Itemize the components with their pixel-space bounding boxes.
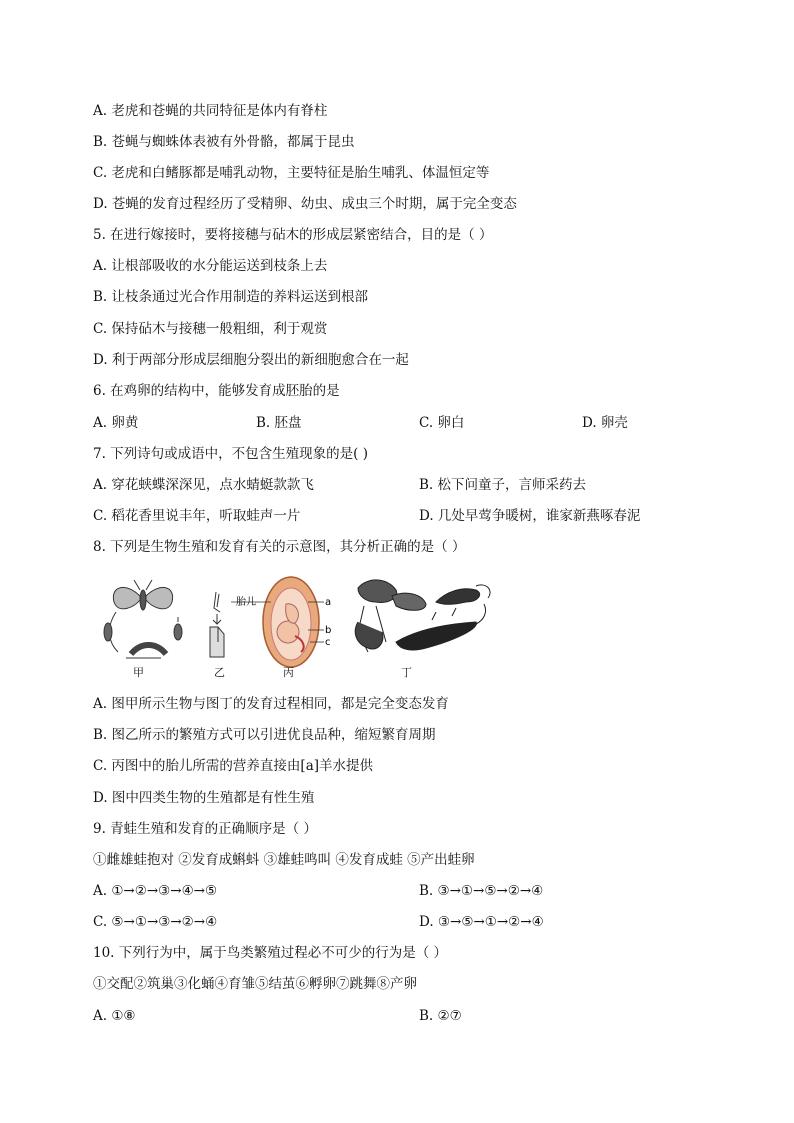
q8-figure [96, 572, 496, 684]
q9-option-b: B. ③→①→⑤→②→④ [419, 883, 544, 899]
q6-option-c: C. 卵白 [419, 415, 465, 431]
moth-lifecycle-illustration [104, 580, 182, 658]
q4-option-b: B. 苍蝇与蜘蛛体表被有外骨骼，都属于昆虫 [93, 134, 355, 150]
q6-option-a: A. 卵黄 [93, 415, 139, 431]
q7-option-d: D. 几处早莺争暖树，谁家新燕啄春泥 [419, 508, 641, 524]
q6-stem: 6. 在鸡卵的结构中，能够发育成胚胎的是 [93, 383, 340, 399]
q7-stem: 7. 下列诗句或成语中，不包含生殖现象的是( ) [93, 446, 368, 462]
caption-yi: 乙 [214, 666, 225, 679]
q5-option-a: A. 让根部吸收的水分能运送到枝条上去 [93, 258, 328, 274]
q9-stem: 9. 青蛙生殖和发育的正确顺序是（ ） [93, 821, 317, 837]
caption-ding: 丁 [401, 666, 412, 679]
q8-option-b: B. 图乙所示的繁殖方式可以引进优良品种，缩短繁育周期 [93, 727, 436, 743]
q4-option-d: D. 苍蝇的发育过程经历了受精卵、幼虫、成虫三个时期，属于完全变态 [93, 196, 517, 212]
q10-option-b: B. ②⑦ [419, 1008, 462, 1024]
label-a: a [325, 597, 332, 608]
q8-stem: 8. 下列是生物生殖和发育有关的示意图，其分析正确的是（ ） [93, 539, 466, 555]
q8-option-a: A. 图甲所示生物与图丁的发育过程相同，都是完全变态发育 [93, 696, 449, 712]
fetus-in-uterus-illustration [231, 577, 324, 667]
label-c: c [325, 637, 331, 648]
q5-option-d: D. 利于两部分形成层细胞分裂出的新细胞愈合在一起 [93, 352, 409, 368]
grafting-illustration [210, 592, 224, 657]
q8-option-c: C. 丙图中的胎儿所需的营养直接由[a]羊水提供 [93, 758, 374, 774]
q10-stem: 10. 下列行为中，属于鸟类繁殖过程必不可少的行为是（ ） [93, 945, 448, 961]
q9-option-d: D. ③→⑤→①→②→④ [419, 914, 544, 930]
q7-option-a: A. 穿花蛱蝶深深见，点水蜻蜓款款飞 [93, 477, 314, 493]
q5-option-c: C. 保持砧木与接穗一般粗细，利于观赏 [93, 321, 328, 337]
frog-lifecycle-illustration [355, 580, 490, 652]
q8-option-d: D. 图中四类生物的生殖都是有性生殖 [93, 790, 315, 806]
q10-items: ①交配②筑巢③化蛹④育雏⑤结茧⑥孵卵⑦跳舞⑧产卵 [93, 976, 417, 992]
q9-option-a: A. ①→②→③→④→⑤ [93, 883, 218, 899]
q5-option-b: B. 让枝条通过光合作用制造的养料运送到根部 [93, 289, 369, 305]
caption-bing: 丙 [283, 666, 294, 679]
q8-figure-drawing [96, 572, 496, 684]
q7-option-b: B. 松下问童子，言师采药去 [419, 477, 587, 493]
q9-items: ①雌雄蛙抱对 ②发育成蝌蚪 ③雄蛙鸣叫 ④发育成蛙 ⑤产出蛙卵 [93, 852, 475, 868]
q9-option-c: C. ⑤→①→③→②→④ [93, 914, 218, 930]
q4-option-a: A. 老虎和苍蝇的共同特征是体内有脊柱 [93, 103, 328, 119]
q4-option-c: C. 老虎和白鳍豚都是哺乳动物，主要特征是胎生哺乳、体温恒定等 [93, 165, 490, 181]
q6-option-b: B. 胚盘 [256, 415, 302, 431]
q5-stem: 5. 在进行嫁接时，要将接穗与砧木的形成层紧密结合，目的是（ ） [93, 227, 493, 243]
label-b: b [325, 625, 332, 636]
caption-jia: 甲 [133, 666, 144, 679]
q7-option-c: C. 稻花香里说丰年，听取蛙声一片 [93, 508, 301, 524]
q10-option-a: A. ①⑧ [93, 1008, 136, 1024]
q6-option-d: D. 卵壳 [582, 415, 628, 431]
label-fetus: 胎儿 [236, 597, 256, 608]
